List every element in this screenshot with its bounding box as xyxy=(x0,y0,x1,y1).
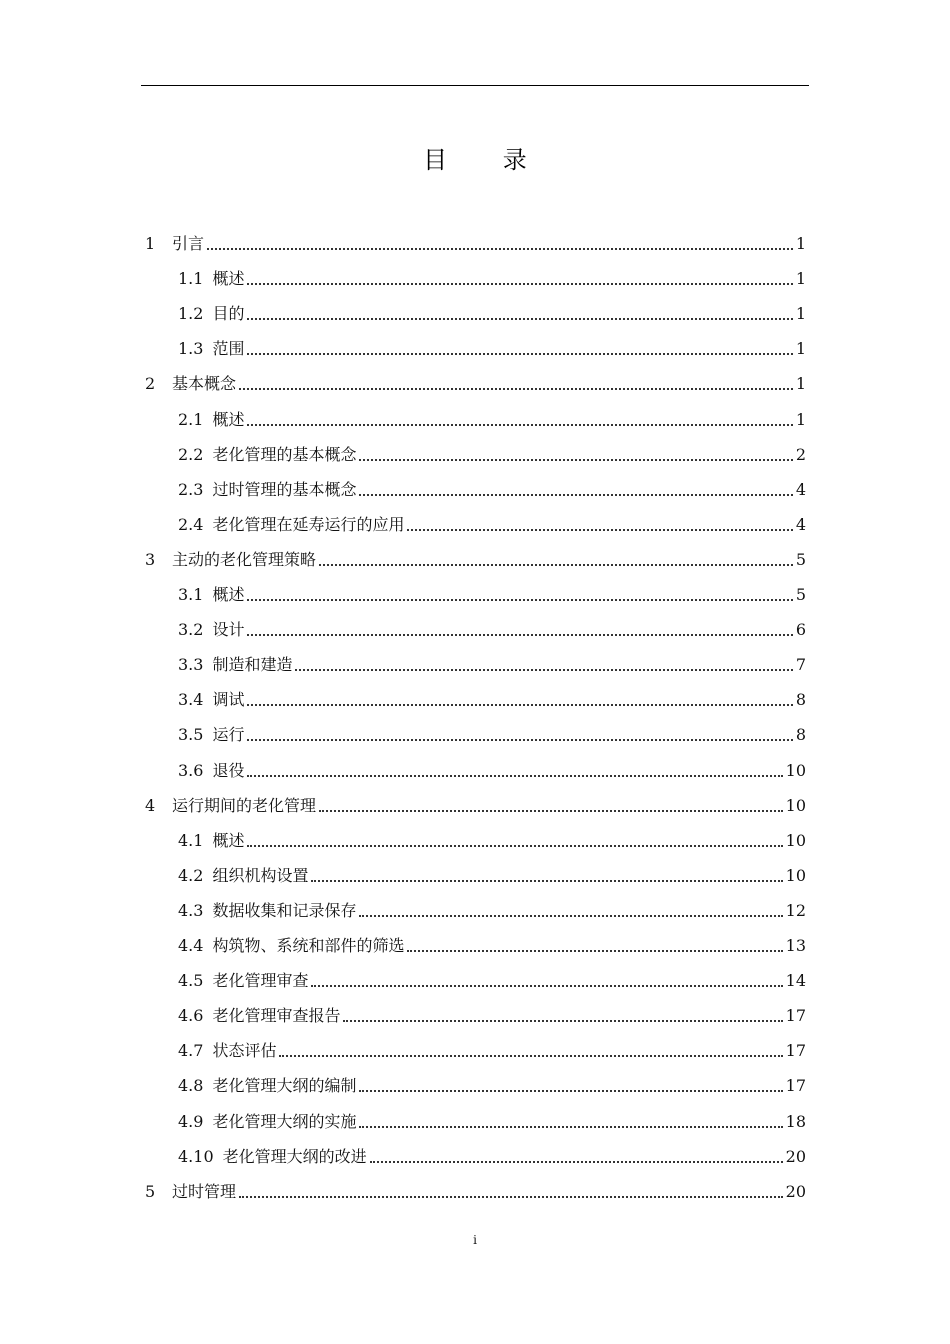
toc-entry-page: 7 xyxy=(795,655,806,674)
toc-entry-page: 5 xyxy=(795,550,806,569)
toc-entry-label: 老化管理在延寿运行的应用 xyxy=(212,515,405,534)
toc-entry-label: 老化管理的基本概念 xyxy=(212,445,357,464)
header-rule xyxy=(141,85,809,86)
toc-entry[interactable] xyxy=(178,684,806,710)
toc-entry-number: 4.2 xyxy=(178,866,204,885)
toc-entry-number: 2 xyxy=(145,374,156,393)
toc-entry-number: 3.5 xyxy=(178,725,204,744)
toc-entry-number: 1.1 xyxy=(178,269,204,288)
toc-entry-label: 运行期间的老化管理 xyxy=(172,796,317,815)
toc-leader-dots xyxy=(319,564,793,566)
toc-entry-label: 状态评估 xyxy=(212,1041,277,1060)
toc-entry[interactable] xyxy=(145,228,806,254)
toc-entry[interactable] xyxy=(178,298,806,324)
toc-entry-number: 1.3 xyxy=(178,339,204,358)
toc-entry[interactable] xyxy=(178,579,806,605)
toc-leader-dots xyxy=(207,248,793,250)
toc-entry-number: 4.9 xyxy=(178,1112,204,1131)
toc-entry[interactable] xyxy=(178,404,806,430)
toc-entry-page: 1 xyxy=(795,304,806,323)
toc-entry-number: 3.4 xyxy=(178,690,204,709)
toc-leader-dots xyxy=(359,1090,782,1092)
toc-leader-dots xyxy=(370,1161,783,1163)
toc-entry-number: 5 xyxy=(145,1182,156,1201)
toc-entry-number: 4.8 xyxy=(178,1076,204,1095)
toc-leader-dots xyxy=(247,424,792,426)
toc-entry[interactable] xyxy=(178,930,806,956)
toc-entry-label: 过时管理的基本概念 xyxy=(212,480,357,499)
toc-entry[interactable] xyxy=(178,1141,806,1167)
toc-entry[interactable] xyxy=(145,790,806,816)
toc-entry-label: 运行 xyxy=(212,725,245,744)
toc-leader-dots xyxy=(239,1196,783,1198)
toc-entry-page: 6 xyxy=(795,620,806,639)
toc-leader-dots xyxy=(343,1020,782,1022)
toc-entry-number: 1 xyxy=(145,234,156,253)
toc-entry-number: 4.1 xyxy=(178,831,204,850)
toc-entry[interactable] xyxy=(178,755,806,781)
toc-entry[interactable] xyxy=(178,1035,806,1061)
toc-entry-page: 10 xyxy=(785,866,806,885)
toc-leader-dots xyxy=(247,704,792,706)
toc-leader-dots xyxy=(319,810,783,812)
toc-entry-number: 2.4 xyxy=(178,515,204,534)
toc-entry[interactable] xyxy=(145,368,806,394)
toc-entry-number: 3.1 xyxy=(178,585,204,604)
toc-leader-dots xyxy=(359,459,792,461)
toc-entry-page: 18 xyxy=(785,1112,806,1131)
toc-entry-label: 概述 xyxy=(212,410,245,429)
toc-entry-label: 概述 xyxy=(212,585,245,604)
toc-entry[interactable] xyxy=(178,895,806,921)
toc-entry-number: 4 xyxy=(145,796,156,815)
toc-leader-dots xyxy=(359,915,782,917)
toc-entry-page: 17 xyxy=(785,1041,806,1060)
toc-entry-label: 基本概念 xyxy=(172,374,237,393)
toc-entry-page: 10 xyxy=(785,831,806,850)
toc-entry-page: 14 xyxy=(785,971,806,990)
toc-entry-page: 5 xyxy=(795,585,806,604)
toc-entry[interactable] xyxy=(178,825,806,851)
toc-entry[interactable] xyxy=(178,965,806,991)
toc-entry-page: 17 xyxy=(785,1006,806,1025)
toc-leader-dots xyxy=(247,283,792,285)
toc-leader-dots xyxy=(311,880,782,882)
toc-entry-label: 老化管理审查报告 xyxy=(212,1006,341,1025)
toc-entry-number: 3 xyxy=(145,550,156,569)
toc-entry-page: 20 xyxy=(785,1182,806,1201)
toc-entry-page: 1 xyxy=(795,234,806,253)
toc-leader-dots xyxy=(247,318,792,320)
toc-entry[interactable] xyxy=(178,719,806,745)
toc-entry-number: 3.2 xyxy=(178,620,204,639)
toc-entry-label: 设计 xyxy=(212,620,245,639)
toc-entry-label: 退役 xyxy=(212,761,245,780)
toc-entry-label: 制造和建造 xyxy=(212,655,293,674)
toc-entry-page: 4 xyxy=(795,480,806,499)
toc-leader-dots xyxy=(247,775,782,777)
toc-entry-label: 组织机构设置 xyxy=(212,866,309,885)
toc-entry-label: 范围 xyxy=(212,339,245,358)
toc-leader-dots xyxy=(247,845,782,847)
toc-leader-dots xyxy=(279,1055,782,1057)
toc-entry-page: 12 xyxy=(785,901,806,920)
toc-entry-page: 8 xyxy=(795,690,806,709)
toc-leader-dots xyxy=(295,669,792,671)
toc-entry-label: 概述 xyxy=(212,831,245,850)
toc-entry-number: 2.1 xyxy=(178,410,204,429)
toc-entry-number: 3.6 xyxy=(178,761,204,780)
toc-leader-dots xyxy=(239,388,793,390)
toc-leader-dots xyxy=(311,985,782,987)
toc-entry-label: 概述 xyxy=(212,269,245,288)
toc-entry[interactable] xyxy=(178,1106,806,1132)
toc-entry-page: 20 xyxy=(785,1147,806,1166)
toc-leader-dots xyxy=(407,529,792,531)
toc-entry[interactable] xyxy=(178,649,806,675)
toc-entry-number: 1.2 xyxy=(178,304,204,323)
toc-entry-number: 3.3 xyxy=(178,655,204,674)
toc-entry-page: 10 xyxy=(785,761,806,780)
toc-leader-dots xyxy=(247,739,792,741)
toc-entry-number: 4.4 xyxy=(178,936,204,955)
toc-entry-label: 构筑物、系统和部件的筛选 xyxy=(212,936,405,955)
toc-entry[interactable] xyxy=(178,439,806,465)
toc-entry-number: 2.3 xyxy=(178,480,204,499)
toc-entry[interactable] xyxy=(178,1000,806,1026)
toc-entry-label: 数据收集和记录保存 xyxy=(212,901,357,920)
toc-entry-number: 4.5 xyxy=(178,971,204,990)
toc-entry[interactable] xyxy=(178,263,806,289)
toc-leader-dots xyxy=(359,494,792,496)
toc-entry-label: 过时管理 xyxy=(172,1182,237,1201)
toc-leader-dots xyxy=(407,950,782,952)
toc-entry-label: 老化管理大纲的改进 xyxy=(222,1147,367,1166)
toc-entry-page: 17 xyxy=(785,1076,806,1095)
toc-entry-page: 1 xyxy=(795,269,806,288)
toc-entry-page: 2 xyxy=(795,445,806,464)
toc-entry-page: 4 xyxy=(795,515,806,534)
toc-entry-label: 目的 xyxy=(212,304,245,323)
toc-leader-dots xyxy=(247,599,792,601)
toc-entry[interactable] xyxy=(178,474,806,500)
toc-entry[interactable] xyxy=(178,860,806,886)
toc-entry-page: 1 xyxy=(795,410,806,429)
toc-entry-page: 10 xyxy=(785,796,806,815)
toc-leader-dots xyxy=(359,1126,782,1128)
toc-entry[interactable] xyxy=(178,509,806,535)
toc-entry[interactable] xyxy=(145,1176,806,1202)
toc-entry-page: 13 xyxy=(785,936,806,955)
toc-entry-label: 老化管理审查 xyxy=(212,971,309,990)
toc-leader-dots xyxy=(247,353,792,355)
toc-entry-number: 4.7 xyxy=(178,1041,204,1060)
toc-leader-dots xyxy=(247,634,792,636)
toc-entry-number: 4.6 xyxy=(178,1006,204,1025)
toc-entry-label: 主动的老化管理策略 xyxy=(172,550,317,569)
toc-entry[interactable] xyxy=(145,544,806,570)
toc-entry-page: 8 xyxy=(795,725,806,744)
toc-entry[interactable] xyxy=(178,333,806,359)
footer-page-number: i xyxy=(473,1233,477,1247)
toc-entry[interactable] xyxy=(178,1070,806,1096)
toc-entry-number: 4.10 xyxy=(178,1147,214,1166)
toc-entry-page: 1 xyxy=(795,374,806,393)
toc-entry-label: 老化管理大纲的实施 xyxy=(212,1112,357,1131)
page-title: 目 录 xyxy=(423,146,551,174)
toc-entry-label: 引言 xyxy=(172,234,205,253)
toc-entry-number: 4.3 xyxy=(178,901,204,920)
toc-entry[interactable] xyxy=(178,614,806,640)
toc-entry-label: 老化管理大纲的编制 xyxy=(212,1076,357,1095)
toc-entry-label: 调试 xyxy=(212,690,245,709)
toc-entry-page: 1 xyxy=(795,339,806,358)
toc-entry-number: 2.2 xyxy=(178,445,204,464)
